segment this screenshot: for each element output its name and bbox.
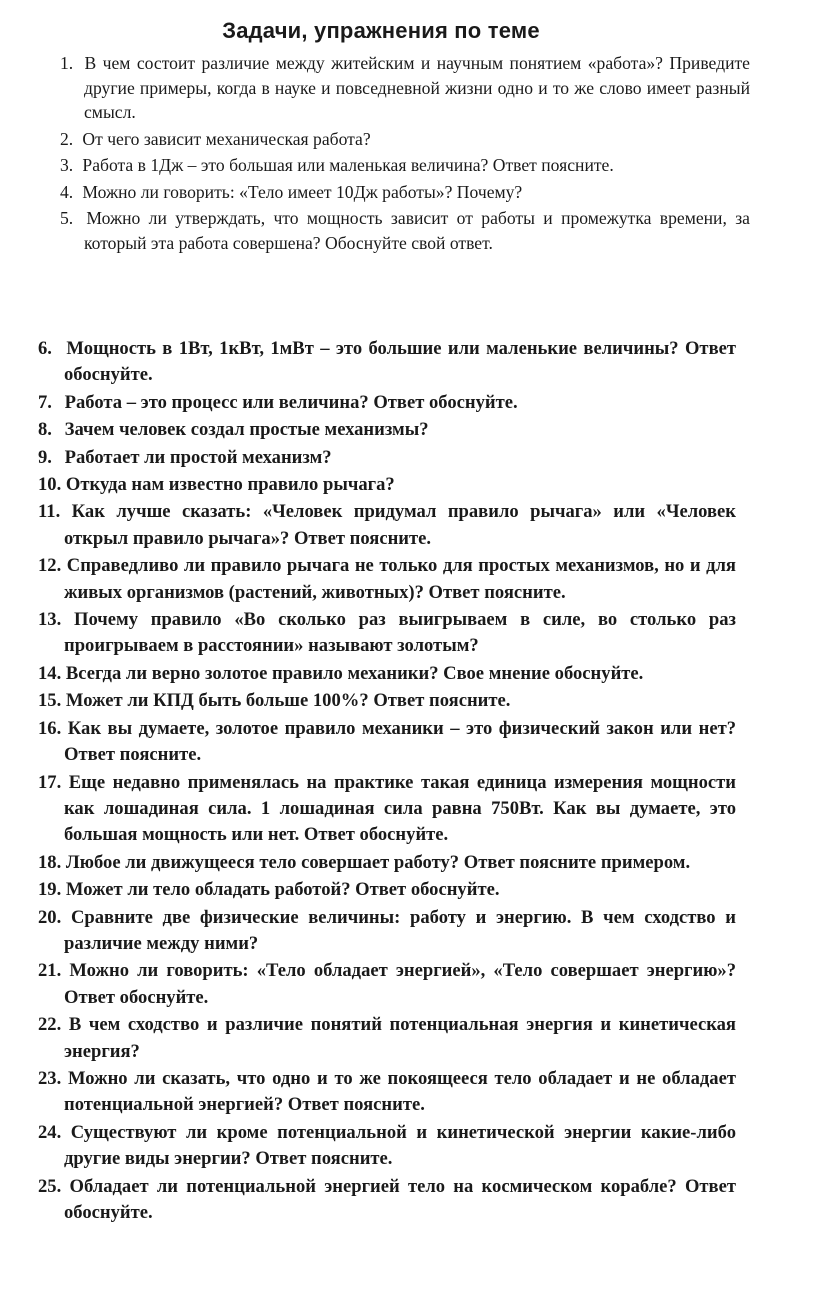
question-number: 17. [38, 771, 62, 793]
question-number: 15. [38, 690, 62, 712]
question-item [60, 153, 750, 178]
question-number: 9. [38, 446, 52, 468]
question-item [38, 958, 736, 1011]
question-text: Как вы думаете, золотое правило механики – это физический закон или нет? Ответ поясните. [64, 717, 736, 766]
question-number: 16. [38, 717, 62, 739]
question-number: 3. [60, 155, 74, 175]
question-text: Еще недавно применялась на практике такая единица измерения мощности как лошадиная сила. 1 лошадиная сила равна 750Вт. Как вы думаете, это большая мощность или нет. Ответ обоснуйте. [64, 771, 736, 846]
question-number: 21. [38, 960, 62, 982]
page-title: Задачи, упражнения по теме [222, 18, 540, 43]
question-number: 5. [60, 208, 74, 228]
question-number: 24. [38, 1121, 62, 1143]
question-number: 22. [38, 1014, 62, 1036]
question-item [38, 336, 736, 389]
question-text: Мощность в 1Вт, 1кВт, 1мВт – это большие или маленькие величины? Ответ обоснуйте. [64, 338, 736, 386]
question-item [38, 770, 736, 849]
question-text: Можно ли утверждать, что мощность зависит от работы и промежутка времени, за который эта работа совершена? Обоснуйте свой ответ. [84, 208, 750, 253]
question-item [38, 1120, 736, 1173]
question-text: Почему правило «Во сколько раз выигрываем в силе, во столько раз проигрываем в расстоянии» называют золотым? [64, 609, 736, 657]
question-list-part1 [60, 51, 750, 257]
question-number: 13. [38, 609, 62, 631]
question-item [38, 1066, 736, 1119]
question-text: От чего зависит механическая работа? [82, 128, 371, 149]
question-item [38, 661, 736, 687]
question-text: Работа – это процесс или величина? Ответ обоснуйте. [64, 391, 518, 413]
question-text: Зачем человек создал простые механизмы? [64, 419, 429, 441]
question-item [38, 607, 736, 660]
question-number: 1. [60, 53, 74, 73]
question-item [38, 716, 736, 769]
question-text: Обладает ли потенциальной энергией тело на космическом корабле? Ответ обоснуйте. [64, 1175, 736, 1223]
question-item [38, 1012, 736, 1065]
question-number: 2. [60, 128, 74, 149]
question-item [38, 499, 736, 552]
question-item [38, 445, 736, 471]
question-text: В чем состоит различие между житейским и научным понятием «работа»? Приведите другие примеры, когда в науке и повседневной жизни одно и то же слово имеет разный смысл. [84, 53, 750, 122]
question-number: 18. [38, 851, 62, 873]
question-item [60, 206, 750, 255]
question-item [38, 850, 736, 876]
question-text: Всегда ли верно золотое правило механики? Свое мнение обоснуйте. [65, 662, 644, 684]
question-text: Справедливо ли правило рычага не только для простых механизмов, но и для живых организмов (растений, животных)? Ответ поясните. [64, 555, 736, 603]
question-text: Существуют ли кроме потенциальной и кинетической энергии какие-либо другие виды энергии? Ответ поясните. [64, 1121, 736, 1170]
question-text: Любое ли движущееся тело совершает работу? Ответ поясните примером. [65, 851, 691, 873]
question-number: 12. [38, 555, 62, 577]
question-item [60, 51, 750, 125]
question-text: Может ли КПД быть больше 100%? Ответ поясните. [65, 690, 511, 712]
question-number: 8. [38, 419, 52, 441]
question-text: Работает ли простой механизм? [64, 446, 332, 468]
question-text: Откуда нам известно правило рычага? [65, 474, 395, 496]
question-item [38, 877, 736, 903]
question-list-part2 [38, 336, 736, 1227]
question-text: Работа в 1Дж – это большая или маленькая величина? Ответ поясните. [82, 155, 614, 175]
question-number: 10. [38, 474, 62, 496]
question-item [38, 472, 736, 498]
question-number: 7. [38, 391, 52, 413]
question-number: 4. [60, 181, 74, 202]
question-number: 23. [38, 1067, 62, 1089]
question-text: Можно ли говорить: «Тело имеет 10Дж работы»? Почему? [82, 181, 523, 202]
question-item [60, 180, 750, 205]
question-item [60, 127, 750, 152]
question-number: 14. [38, 662, 62, 684]
question-number: 6. [38, 338, 52, 359]
question-item [38, 553, 736, 606]
question-number: 11. [38, 501, 61, 523]
question-text: Можно ли говорить: «Тело обладает энергией», «Тело совершает энергию»? Ответ обоснуйте. [64, 960, 737, 1008]
question-text: В чем сходство и различие понятий потенциальная энергия и кинетическая энергия? [64, 1014, 736, 1062]
question-number: 25. [38, 1175, 62, 1197]
question-text: Можно ли сказать, что одно и то же покоящееся тело обладает и не обладает потенциальной энергией? Ответ поясните. [64, 1067, 736, 1116]
question-item [38, 417, 736, 443]
question-text: Как лучше сказать: «Человек придумал правило рычага» или «Человек открыл правило рычага»? Ответ поясните. [64, 501, 736, 549]
question-number: 20. [38, 906, 62, 928]
question-item [38, 390, 736, 416]
question-number: 19. [38, 879, 62, 901]
question-text: Сравните две физические величины: работу и энергию. В чем сходство и различие между ними? [64, 906, 736, 954]
question-item [38, 905, 736, 958]
question-text: Может ли тело обладать работой? Ответ обоснуйте. [65, 879, 500, 901]
question-item [38, 688, 736, 714]
question-item [38, 1174, 736, 1227]
